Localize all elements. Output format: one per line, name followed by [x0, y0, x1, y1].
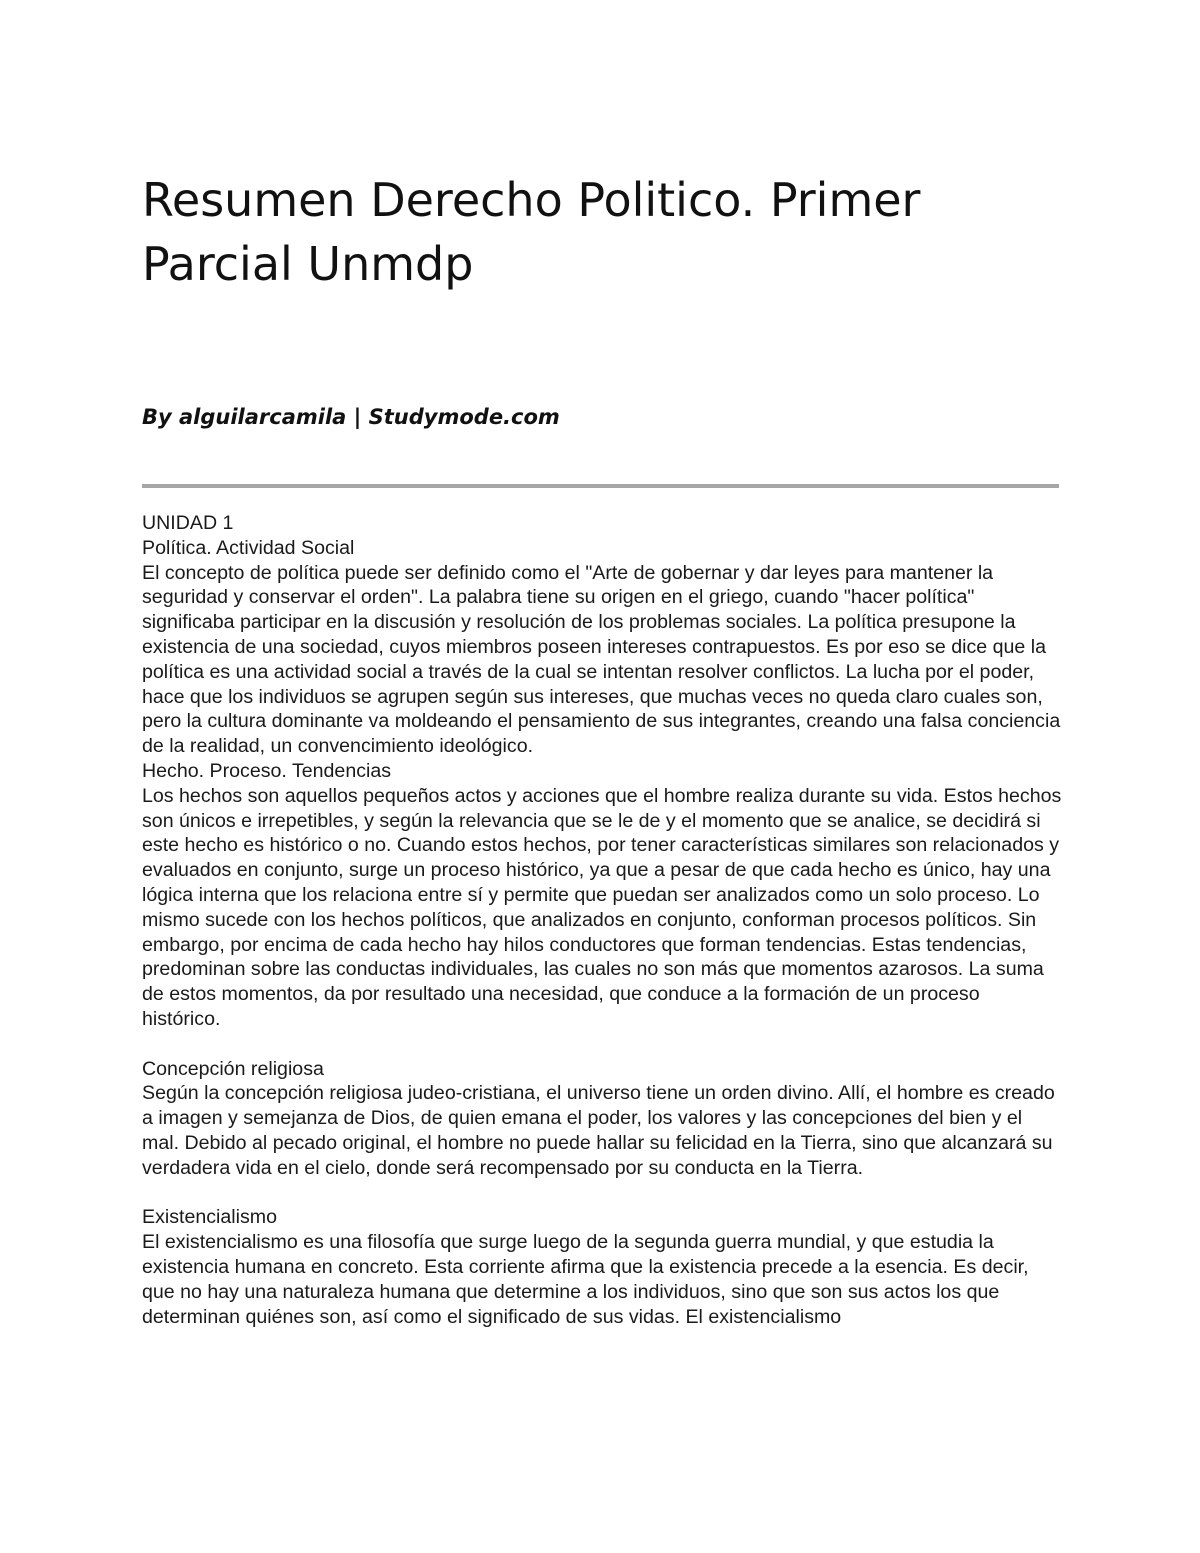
horizontal-divider	[142, 484, 1059, 488]
title-line-1: Resumen Derecho Politico. Primer	[142, 173, 921, 227]
section-heading-hecho: Hecho. Proceso. Tendencias	[142, 759, 392, 782]
title-line-2: Parcial Unmdp	[142, 237, 474, 291]
section-paragraph-existencialismo: El existencialismo es una filosofía que surge luego de la segunda guerra mundial, y que estudia la existencia humana en concreto. Esta corriente afirma que la existencia precede a la esencia. Es decir, que no hay una naturaleza humana que determine a los individuos, sino que son sus actos los que determinan quiénes son, así como el significado de sus vidas. El existencialismo	[142, 1231, 1029, 1328]
document-page	[142, 0, 1062, 1553]
document-title	[142, 168, 1062, 296]
section-paragraph-hecho: Los hechos son aquellos pequeños actos y acciones que el hombre realiza durante su vida. Estos hechos son únicos e irrepetibles, y según la relevancia que se le de y el momento que se analice, se decidirá si este hecho es histórico o no. Cuando estos hechos, por tener características similares son relacionados y evaluados en conjunto, surge un proceso histórico, ya que a pesar de que cada hecho es único, hay una lógica interna que los relaciona entre sí y permite que puedan ser analizados como un solo proceso. Lo mismo sucede con los hechos políticos, que analizados en conjunto, conforman procesos políticos. Sin embargo, por encima de cada hecho hay hilos conductores que forman tendencias. Estas tendencias, predominan sobre las conductas individuales, las cuales no son más que momentos azarosos. La suma de estos momentos, da por resultado una necesidad, que conduce a la formación de un proceso histórico.	[142, 784, 1062, 1030]
unit-heading: UNIDAD 1	[142, 512, 234, 534]
section-paragraph-religiosa: Según la concepción religiosa judeo-cristiana, el universo tiene un orden divino. Allí, el hombre es creado a imagen y semejanza de Dios, de quien emana el poder, los valores y las concepciones del bien y el mal. Debido al pecado original, el hombre no puede hallar su felicidad en la Tierra, sino que alcanzará su verdadera vida en el cielo, donde será recompensado por su conducta en la Tierra.	[142, 1082, 1055, 1179]
author-byline: By alguilarcamila | Studymode.com	[142, 405, 560, 429]
paragraph-gap	[142, 1181, 1062, 1206]
section-paragraph-politica: El concepto de política puede ser definido como el "Arte de gobernar y dar leyes para mantener la seguridad y conservar el orden". La palabra tiene su origen en el griego, cuando "hacer política" significaba participar en la discusión y resolución de los problemas sociales. La política presupone la existencia de una sociedad, cuyos miembros poseen intereses contrapuestos. Es por eso se dice que la política es una actividad social a través de la cual se intentan resolver conflictos. La lucha por el poder, hace que los individuos se agrupen según sus intereses, que muchas veces no queda claro cuales son, pero la cultura dominante va moldeando el pensamiento de sus integrantes, creando una falsa conciencia de la realidad, un convencimiento ideológico.	[142, 561, 1061, 758]
paragraph-gap	[142, 1032, 1062, 1057]
section-heading-religiosa: Concepción religiosa	[142, 1057, 324, 1080]
section-heading-existencialismo: Existencialismo	[142, 1206, 278, 1229]
section-heading-politica: Política. Actividad Social	[142, 536, 355, 559]
document-body	[142, 511, 1062, 1329]
